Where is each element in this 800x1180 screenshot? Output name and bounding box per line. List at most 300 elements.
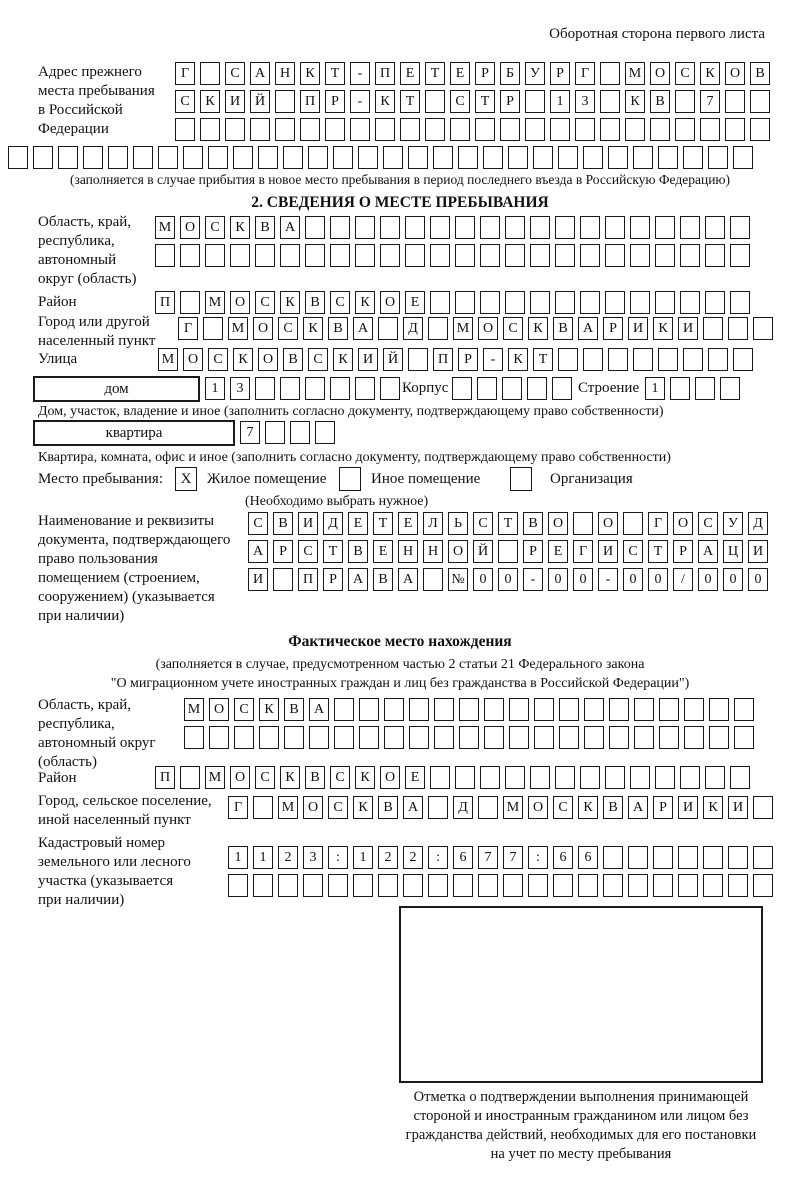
char-cell[interactable] — [670, 377, 690, 400]
char-cell[interactable] — [303, 874, 323, 897]
char-cell[interactable]: Й — [383, 348, 403, 371]
char-cell[interactable] — [423, 568, 443, 591]
char-cell[interactable] — [659, 698, 679, 721]
char-cell[interactable] — [525, 90, 545, 113]
char-cell[interactable] — [155, 244, 175, 267]
char-cell[interactable] — [605, 244, 625, 267]
char-cell[interactable] — [603, 846, 623, 869]
al-region-row-1[interactable] — [184, 698, 754, 721]
char-cell[interactable]: О — [180, 216, 200, 239]
char-cell[interactable]: О — [528, 796, 548, 819]
char-cell[interactable] — [695, 377, 715, 400]
char-cell[interactable]: В — [650, 90, 670, 113]
char-cell[interactable] — [584, 726, 604, 749]
char-cell[interactable]: К — [653, 317, 673, 340]
char-cell[interactable]: Р — [673, 540, 693, 563]
char-cell[interactable] — [253, 796, 273, 819]
char-cell[interactable] — [609, 726, 629, 749]
char-cell[interactable] — [428, 317, 448, 340]
char-cell[interactable]: С — [330, 291, 350, 314]
char-cell[interactable] — [608, 146, 628, 169]
char-cell[interactable] — [308, 146, 328, 169]
char-cell[interactable]: В — [255, 216, 275, 239]
char-cell[interactable] — [330, 244, 350, 267]
char-cell[interactable]: В — [328, 317, 348, 340]
char-cell[interactable]: А — [248, 540, 268, 563]
al-city-row[interactable] — [228, 796, 773, 819]
char-cell[interactable]: М — [158, 348, 178, 371]
char-cell[interactable] — [275, 118, 295, 141]
char-cell[interactable]: С — [255, 766, 275, 789]
char-cell[interactable]: И — [298, 512, 318, 535]
char-cell[interactable] — [359, 698, 379, 721]
char-cell[interactable]: К — [355, 291, 375, 314]
char-cell[interactable]: И — [678, 796, 698, 819]
char-cell[interactable]: К — [353, 796, 373, 819]
char-cell[interactable]: 3 — [230, 377, 250, 400]
char-cell[interactable] — [175, 118, 195, 141]
char-cell[interactable] — [315, 421, 335, 444]
char-cell[interactable]: С — [698, 512, 718, 535]
char-cell[interactable]: П — [298, 568, 318, 591]
char-cell[interactable]: П — [375, 62, 395, 85]
char-cell[interactable]: Е — [450, 62, 470, 85]
char-cell[interactable] — [553, 874, 573, 897]
char-cell[interactable]: А — [403, 796, 423, 819]
char-cell[interactable] — [478, 796, 498, 819]
char-cell[interactable] — [605, 216, 625, 239]
char-cell[interactable] — [725, 90, 745, 113]
char-cell[interactable] — [500, 118, 520, 141]
char-cell[interactable]: - — [598, 568, 618, 591]
char-cell[interactable]: Т — [325, 62, 345, 85]
char-cell[interactable]: М — [205, 766, 225, 789]
char-cell[interactable]: 6 — [453, 846, 473, 869]
char-cell[interactable] — [205, 244, 225, 267]
char-cell[interactable] — [527, 377, 547, 400]
char-cell[interactable]: 1 — [205, 377, 225, 400]
char-cell[interactable]: В — [603, 796, 623, 819]
house-number-row[interactable] — [205, 377, 400, 400]
char-cell[interactable] — [678, 846, 698, 869]
char-cell[interactable]: 0 — [723, 568, 743, 591]
char-cell[interactable]: Р — [475, 62, 495, 85]
char-cell[interactable] — [558, 146, 578, 169]
char-cell[interactable] — [705, 244, 725, 267]
char-cell[interactable]: Д — [403, 317, 423, 340]
char-cell[interactable]: В — [553, 317, 573, 340]
char-cell[interactable] — [508, 146, 528, 169]
char-cell[interactable]: И — [225, 90, 245, 113]
document-row-2[interactable] — [248, 540, 768, 563]
char-cell[interactable] — [680, 766, 700, 789]
char-cell[interactable] — [280, 377, 300, 400]
char-cell[interactable] — [700, 118, 720, 141]
char-cell[interactable] — [655, 291, 675, 314]
char-cell[interactable] — [184, 726, 204, 749]
char-cell[interactable]: Р — [325, 90, 345, 113]
char-cell[interactable] — [350, 118, 370, 141]
char-cell[interactable] — [428, 796, 448, 819]
char-cell[interactable] — [305, 377, 325, 400]
char-cell[interactable] — [430, 244, 450, 267]
char-cell[interactable]: М — [205, 291, 225, 314]
char-cell[interactable] — [255, 244, 275, 267]
char-cell[interactable] — [409, 698, 429, 721]
char-cell[interactable]: Н — [423, 540, 443, 563]
char-cell[interactable]: О — [478, 317, 498, 340]
char-cell[interactable] — [505, 291, 525, 314]
char-cell[interactable] — [558, 348, 578, 371]
char-cell[interactable] — [408, 348, 428, 371]
char-cell[interactable] — [633, 348, 653, 371]
char-cell[interactable] — [250, 118, 270, 141]
char-cell[interactable]: С — [175, 90, 195, 113]
char-cell[interactable]: И — [678, 317, 698, 340]
char-cell[interactable] — [280, 244, 300, 267]
korpus-row[interactable] — [452, 377, 572, 400]
char-cell[interactable]: Т — [373, 512, 393, 535]
char-cell[interactable] — [328, 874, 348, 897]
char-cell[interactable] — [203, 317, 223, 340]
char-cell[interactable] — [480, 291, 500, 314]
char-cell[interactable] — [753, 846, 773, 869]
char-cell[interactable]: М — [228, 317, 248, 340]
char-cell[interactable]: Ь — [448, 512, 468, 535]
char-cell[interactable]: К — [280, 291, 300, 314]
char-cell[interactable] — [384, 698, 404, 721]
checkbox-zhiloe-pomeshchenie[interactable]: X — [175, 467, 197, 491]
s2-region-row-2[interactable] — [155, 244, 750, 267]
char-cell[interactable] — [725, 118, 745, 141]
char-cell[interactable]: В — [305, 766, 325, 789]
char-cell[interactable]: Р — [550, 62, 570, 85]
char-cell[interactable] — [58, 146, 78, 169]
char-cell[interactable] — [628, 846, 648, 869]
char-cell[interactable]: Д — [323, 512, 343, 535]
char-cell[interactable]: Е — [405, 766, 425, 789]
char-cell[interactable] — [180, 291, 200, 314]
char-cell[interactable]: И — [728, 796, 748, 819]
char-cell[interactable] — [265, 421, 285, 444]
char-cell[interactable]: 1 — [353, 846, 373, 869]
char-cell[interactable] — [608, 348, 628, 371]
char-cell[interactable] — [703, 846, 723, 869]
char-cell[interactable]: В — [523, 512, 543, 535]
char-cell[interactable]: 2 — [403, 846, 423, 869]
char-cell[interactable]: А — [250, 62, 270, 85]
char-cell[interactable] — [358, 146, 378, 169]
char-cell[interactable]: С — [298, 540, 318, 563]
char-cell[interactable]: С — [248, 512, 268, 535]
char-cell[interactable]: Г — [573, 540, 593, 563]
char-cell[interactable]: О — [258, 348, 278, 371]
char-cell[interactable] — [430, 766, 450, 789]
char-cell[interactable]: О — [230, 766, 250, 789]
char-cell[interactable] — [200, 118, 220, 141]
char-cell[interactable] — [534, 698, 554, 721]
char-cell[interactable]: А — [348, 568, 368, 591]
char-cell[interactable]: М — [625, 62, 645, 85]
char-cell[interactable]: 0 — [623, 568, 643, 591]
char-cell[interactable] — [655, 244, 675, 267]
char-cell[interactable]: О — [209, 698, 229, 721]
char-cell[interactable] — [530, 216, 550, 239]
char-cell[interactable]: 0 — [648, 568, 668, 591]
char-cell[interactable]: С — [205, 216, 225, 239]
checkbox-inoe-pomeshchenie[interactable] — [339, 467, 361, 491]
char-cell[interactable] — [753, 796, 773, 819]
char-cell[interactable] — [478, 874, 498, 897]
char-cell[interactable] — [425, 118, 445, 141]
char-cell[interactable] — [503, 874, 523, 897]
char-cell[interactable] — [158, 146, 178, 169]
char-cell[interactable] — [683, 146, 703, 169]
char-cell[interactable]: А — [353, 317, 373, 340]
char-cell[interactable] — [528, 874, 548, 897]
char-cell[interactable]: 7 — [240, 421, 260, 444]
char-cell[interactable]: 7 — [478, 846, 498, 869]
char-cell[interactable] — [209, 726, 229, 749]
char-cell[interactable]: Ц — [723, 540, 743, 563]
char-cell[interactable]: С — [208, 348, 228, 371]
char-cell[interactable] — [505, 244, 525, 267]
prev-address-row-2[interactable] — [175, 90, 770, 113]
char-cell[interactable] — [533, 146, 553, 169]
char-cell[interactable] — [434, 726, 454, 749]
char-cell[interactable]: 2 — [278, 846, 298, 869]
char-cell[interactable] — [580, 244, 600, 267]
char-cell[interactable] — [452, 377, 472, 400]
char-cell[interactable] — [475, 118, 495, 141]
char-cell[interactable] — [455, 291, 475, 314]
stroenie-row[interactable] — [645, 377, 740, 400]
char-cell[interactable] — [259, 726, 279, 749]
char-cell[interactable]: - — [350, 90, 370, 113]
char-cell[interactable]: В — [378, 796, 398, 819]
char-cell[interactable]: П — [300, 90, 320, 113]
s2-city-row[interactable] — [178, 317, 773, 340]
char-cell[interactable]: Т — [648, 540, 668, 563]
char-cell[interactable]: К — [700, 62, 720, 85]
char-cell[interactable] — [634, 726, 654, 749]
char-cell[interactable]: С — [553, 796, 573, 819]
char-cell[interactable]: Т — [323, 540, 343, 563]
char-cell[interactable] — [334, 698, 354, 721]
char-cell[interactable]: Р — [653, 796, 673, 819]
char-cell[interactable]: О — [253, 317, 273, 340]
char-cell[interactable]: О — [230, 291, 250, 314]
char-cell[interactable]: В — [284, 698, 304, 721]
char-cell[interactable] — [583, 348, 603, 371]
char-cell[interactable] — [550, 118, 570, 141]
char-cell[interactable]: Г — [175, 62, 195, 85]
char-cell[interactable]: О — [303, 796, 323, 819]
char-cell[interactable]: 1 — [550, 90, 570, 113]
char-cell[interactable]: С — [675, 62, 695, 85]
char-cell[interactable]: О — [380, 766, 400, 789]
char-cell[interactable]: 7 — [700, 90, 720, 113]
char-cell[interactable] — [180, 766, 200, 789]
char-cell[interactable]: И — [628, 317, 648, 340]
document-row-3[interactable] — [248, 568, 768, 591]
char-cell[interactable]: Е — [400, 62, 420, 85]
al-region-row-2[interactable] — [184, 726, 754, 749]
char-cell[interactable]: Е — [348, 512, 368, 535]
char-cell[interactable]: 0 — [748, 568, 768, 591]
char-cell[interactable] — [484, 698, 504, 721]
char-cell[interactable]: Р — [523, 540, 543, 563]
char-cell[interactable] — [580, 291, 600, 314]
char-cell[interactable]: С — [278, 317, 298, 340]
char-cell[interactable]: В — [750, 62, 770, 85]
char-cell[interactable] — [728, 846, 748, 869]
char-cell[interactable] — [675, 118, 695, 141]
char-cell[interactable]: С — [623, 540, 643, 563]
char-cell[interactable]: 1 — [228, 846, 248, 869]
char-cell[interactable]: К — [508, 348, 528, 371]
char-cell[interactable] — [509, 698, 529, 721]
char-cell[interactable] — [455, 216, 475, 239]
char-cell[interactable]: Р — [273, 540, 293, 563]
char-cell[interactable] — [83, 146, 103, 169]
char-cell[interactable] — [705, 216, 725, 239]
char-cell[interactable]: А — [280, 216, 300, 239]
char-cell[interactable] — [730, 766, 750, 789]
char-cell[interactable] — [233, 146, 253, 169]
char-cell[interactable] — [750, 90, 770, 113]
char-cell[interactable]: Р — [500, 90, 520, 113]
char-cell[interactable] — [208, 146, 228, 169]
prev-address-row-3[interactable] — [175, 118, 770, 141]
char-cell[interactable] — [430, 291, 450, 314]
char-cell[interactable] — [600, 90, 620, 113]
char-cell[interactable] — [509, 726, 529, 749]
char-cell[interactable] — [730, 291, 750, 314]
char-cell[interactable] — [603, 874, 623, 897]
char-cell[interactable]: В — [348, 540, 368, 563]
char-cell[interactable] — [705, 291, 725, 314]
char-cell[interactable]: Н — [275, 62, 295, 85]
char-cell[interactable] — [559, 698, 579, 721]
char-cell[interactable]: Е — [373, 540, 393, 563]
char-cell[interactable] — [450, 118, 470, 141]
char-cell[interactable] — [680, 216, 700, 239]
checkbox-organizatsiya[interactable] — [510, 467, 532, 491]
char-cell[interactable]: О — [183, 348, 203, 371]
char-cell[interactable] — [555, 291, 575, 314]
char-cell[interactable]: К — [703, 796, 723, 819]
char-cell[interactable] — [458, 146, 478, 169]
char-cell[interactable]: К — [333, 348, 353, 371]
char-cell[interactable]: Т — [425, 62, 445, 85]
char-cell[interactable]: : — [328, 846, 348, 869]
char-cell[interactable]: С — [330, 766, 350, 789]
char-cell[interactable]: У — [525, 62, 545, 85]
char-cell[interactable] — [480, 766, 500, 789]
char-cell[interactable] — [133, 146, 153, 169]
char-cell[interactable]: Й — [473, 540, 493, 563]
char-cell[interactable] — [225, 118, 245, 141]
char-cell[interactable]: Р — [603, 317, 623, 340]
char-cell[interactable]: 1 — [645, 377, 665, 400]
char-cell[interactable] — [400, 118, 420, 141]
char-cell[interactable] — [580, 216, 600, 239]
char-cell[interactable]: Т — [475, 90, 495, 113]
char-cell[interactable] — [234, 726, 254, 749]
char-cell[interactable]: 2 — [378, 846, 398, 869]
char-cell[interactable] — [730, 216, 750, 239]
char-cell[interactable]: 0 — [473, 568, 493, 591]
char-cell[interactable] — [658, 348, 678, 371]
char-cell[interactable] — [605, 291, 625, 314]
char-cell[interactable] — [483, 146, 503, 169]
char-cell[interactable] — [484, 726, 504, 749]
char-cell[interactable]: Д — [748, 512, 768, 535]
char-cell[interactable] — [333, 146, 353, 169]
char-cell[interactable] — [300, 118, 320, 141]
char-cell[interactable]: : — [528, 846, 548, 869]
char-cell[interactable]: К — [355, 766, 375, 789]
char-cell[interactable] — [525, 118, 545, 141]
char-cell[interactable] — [552, 377, 572, 400]
char-cell[interactable] — [530, 766, 550, 789]
char-cell[interactable]: К — [528, 317, 548, 340]
char-cell[interactable] — [430, 216, 450, 239]
char-cell[interactable]: Г — [648, 512, 668, 535]
char-cell[interactable] — [678, 874, 698, 897]
char-cell[interactable] — [378, 874, 398, 897]
char-cell[interactable] — [675, 90, 695, 113]
char-cell[interactable]: Л — [423, 512, 443, 535]
char-cell[interactable]: 3 — [575, 90, 595, 113]
char-cell[interactable]: А — [578, 317, 598, 340]
char-cell[interactable] — [330, 377, 350, 400]
char-cell[interactable]: И — [598, 540, 618, 563]
char-cell[interactable] — [734, 726, 754, 749]
char-cell[interactable]: У — [723, 512, 743, 535]
char-cell[interactable]: 6 — [553, 846, 573, 869]
s2-region-row-1[interactable] — [155, 216, 750, 239]
char-cell[interactable] — [530, 244, 550, 267]
char-cell[interactable]: 0 — [573, 568, 593, 591]
char-cell[interactable] — [559, 726, 579, 749]
char-cell[interactable]: О — [448, 540, 468, 563]
apartment-row[interactable] — [240, 421, 335, 444]
char-cell[interactable] — [428, 874, 448, 897]
char-cell[interactable] — [684, 726, 704, 749]
char-cell[interactable]: П — [433, 348, 453, 371]
char-cell[interactable]: А — [698, 540, 718, 563]
char-cell[interactable]: - — [350, 62, 370, 85]
char-cell[interactable] — [753, 874, 773, 897]
char-cell[interactable]: Г — [575, 62, 595, 85]
char-cell[interactable]: К — [625, 90, 645, 113]
char-cell[interactable] — [108, 146, 128, 169]
char-cell[interactable]: О — [650, 62, 670, 85]
char-cell[interactable]: Г — [178, 317, 198, 340]
char-cell[interactable] — [408, 146, 428, 169]
char-cell[interactable] — [255, 377, 275, 400]
char-cell[interactable] — [650, 118, 670, 141]
prev-address-row-4[interactable] — [8, 146, 753, 169]
char-cell[interactable]: А — [309, 698, 329, 721]
char-cell[interactable] — [720, 377, 740, 400]
char-cell[interactable] — [653, 846, 673, 869]
s2-street-row[interactable] — [158, 348, 753, 371]
char-cell[interactable] — [305, 244, 325, 267]
cadastral-row-1[interactable] — [228, 846, 773, 869]
